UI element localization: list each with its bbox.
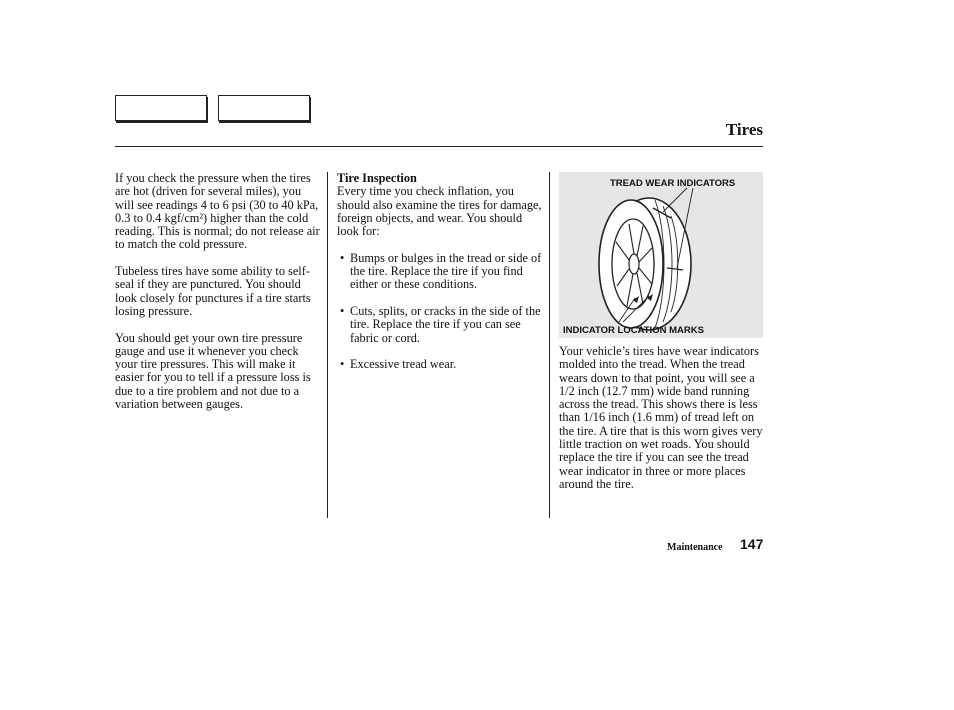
- tire-illustration: [559, 172, 763, 338]
- page-title: Tires: [725, 120, 763, 139]
- nav-button-index[interactable]: [218, 95, 310, 121]
- paragraph-hot-pressure: If you check the pressure when the tires are hot (driven for several miles), you will see readings 4 to 6 psi (30 to 40 kPa, 0.3 to 0.4 kgf/cm²) higher than the cold reading. This is normal; do not release air to match the cold pressure.: [115, 171, 320, 252]
- label-indicator-location-marks: INDICATOR LOCATION MARKS: [563, 325, 704, 336]
- list-item: [337, 305, 543, 345]
- column-divider-2: [549, 172, 550, 518]
- list-item: [337, 252, 543, 292]
- list-item-text: Cuts, splits, or cracks in the side of the tire. Replace the tire if you can see fabric or cord.: [350, 303, 541, 345]
- paragraph-wear-indicators: Your vehicle’s tires have wear indicators molded into the tread. When the tread wears down to that point, you will see a 1/2 inch (12.7 mm) wide band running across the tread. This shows there is less than 1/16 inch (1.6 mm) of tread left on the tire. A tire that is this worn gives very little traction on wet roads. You should replace the tire if you can see the tread wear indicator in three or more places around the tire.: [559, 344, 763, 491]
- list-item-text: Bumps or bulges in the tread or side of the tire. Replace the tire if you find either or these conditions.: [350, 250, 542, 292]
- paragraph-gauge: You should get your own tire pressure gauge and use it whenever you check your tire pressures. This will make it easier for you to tell if a pressure loss is due to a tire problem and not due to a variation between gauges.: [115, 330, 311, 412]
- paragraph-tubeless: Tubeless tires have some ability to self-seal if they are punctured. You should look closely for punctures if a tire starts losing pressure.: [115, 264, 311, 318]
- footer-section: Maintenance: [667, 542, 723, 553]
- list-item: [337, 358, 543, 371]
- bullet-glyph: •: [340, 357, 345, 372]
- page-number: 147: [740, 536, 764, 552]
- tire-drawing: [559, 172, 763, 338]
- column-divider-1: [327, 172, 328, 518]
- title-rule: [115, 146, 763, 147]
- label-tread-wear-indicators: TREAD WEAR INDICATORS: [610, 178, 736, 189]
- column-3: [559, 345, 763, 505]
- list-item-text: Excessive tread wear.: [350, 357, 457, 372]
- inspection-intro: Every time you check inflation, you should also examine the tires for damage, foreign objects, and wear. You should look for:: [337, 184, 542, 239]
- bullet-glyph: •: [340, 250, 345, 265]
- nav-button-contents[interactable]: [115, 95, 207, 121]
- inspection-list: [337, 252, 543, 372]
- column-2: [337, 172, 543, 385]
- bullet-glyph: •: [340, 303, 345, 318]
- section-heading: Tire Inspection: [337, 171, 417, 185]
- column-1: [115, 172, 320, 425]
